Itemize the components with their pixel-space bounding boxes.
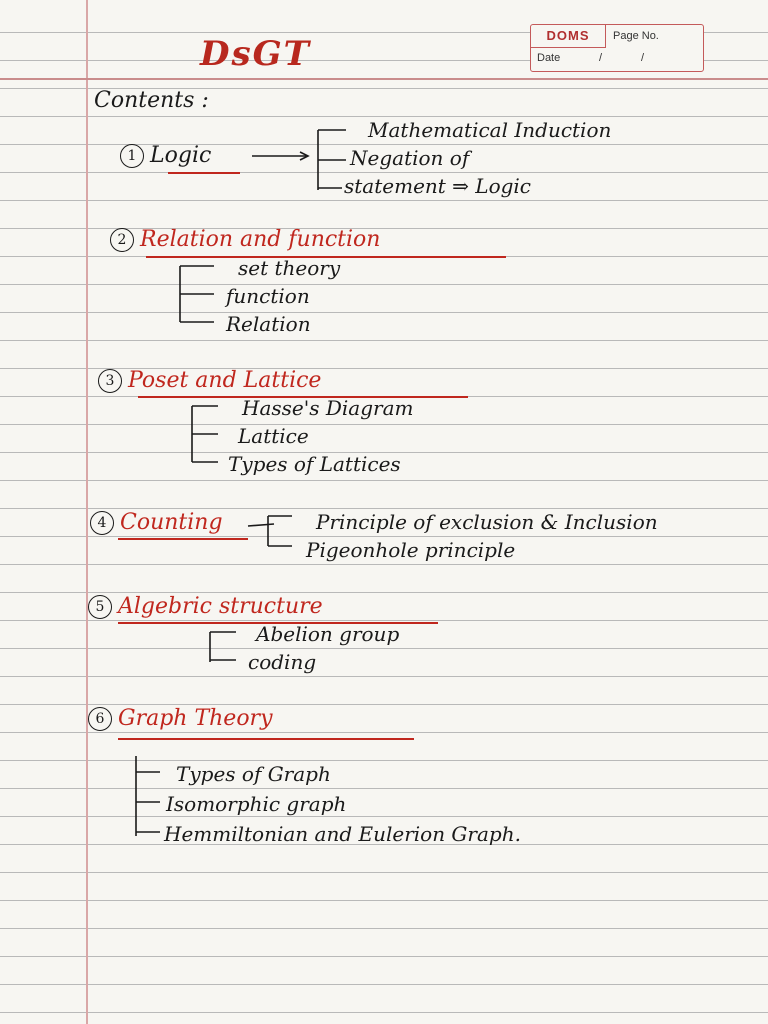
section-5-item: Abelion group [256, 622, 400, 646]
page-title: DsGT [200, 34, 311, 74]
section-1-item: statement ⇒ Logic [344, 174, 532, 198]
section-2-item: function [226, 284, 310, 308]
page-no-label: Page No. [613, 30, 659, 42]
section-number: 3 [98, 369, 122, 393]
section-1-item: Negation of [350, 146, 470, 170]
section-6-item: Hemmiltonian and Eulerion Graph. [164, 822, 521, 846]
section-2-item: set theory [238, 256, 341, 280]
section-number: 4 [90, 511, 114, 535]
date-separator: / [599, 52, 603, 64]
section-number: 5 [88, 595, 112, 619]
section-3-item: Lattice [238, 424, 309, 448]
section-6-item: Types of Graph [176, 762, 331, 786]
contents-label: Contents : [94, 88, 209, 113]
section-3-item: Hasse's Diagram [242, 396, 414, 420]
section-title: Graph Theory [118, 706, 273, 731]
section-title: Algebric structure [118, 594, 323, 619]
section-title: Poset and Lattice [128, 368, 322, 393]
section-3-item: Types of Lattices [228, 452, 401, 476]
section-number: 6 [88, 707, 112, 731]
date-label: Date [537, 52, 561, 64]
section-6-item: Isomorphic graph [166, 792, 347, 816]
section-title: Relation and function [140, 227, 381, 252]
stamp-brand: DOMS [531, 25, 606, 48]
section-2-item: Relation [226, 312, 311, 336]
section-4-item: Pigeonhole principle [306, 538, 516, 562]
section-title: Counting [120, 510, 223, 535]
section-number: 2 [110, 228, 134, 252]
section-5-item: coding [248, 650, 317, 674]
section-4-item: Principle of exclusion & Inclusion [316, 510, 658, 534]
section-title: Logic [150, 143, 212, 168]
section-1-item: Mathematical Induction [368, 118, 612, 142]
section-number: 1 [120, 144, 144, 168]
date-separator: / [641, 52, 645, 64]
